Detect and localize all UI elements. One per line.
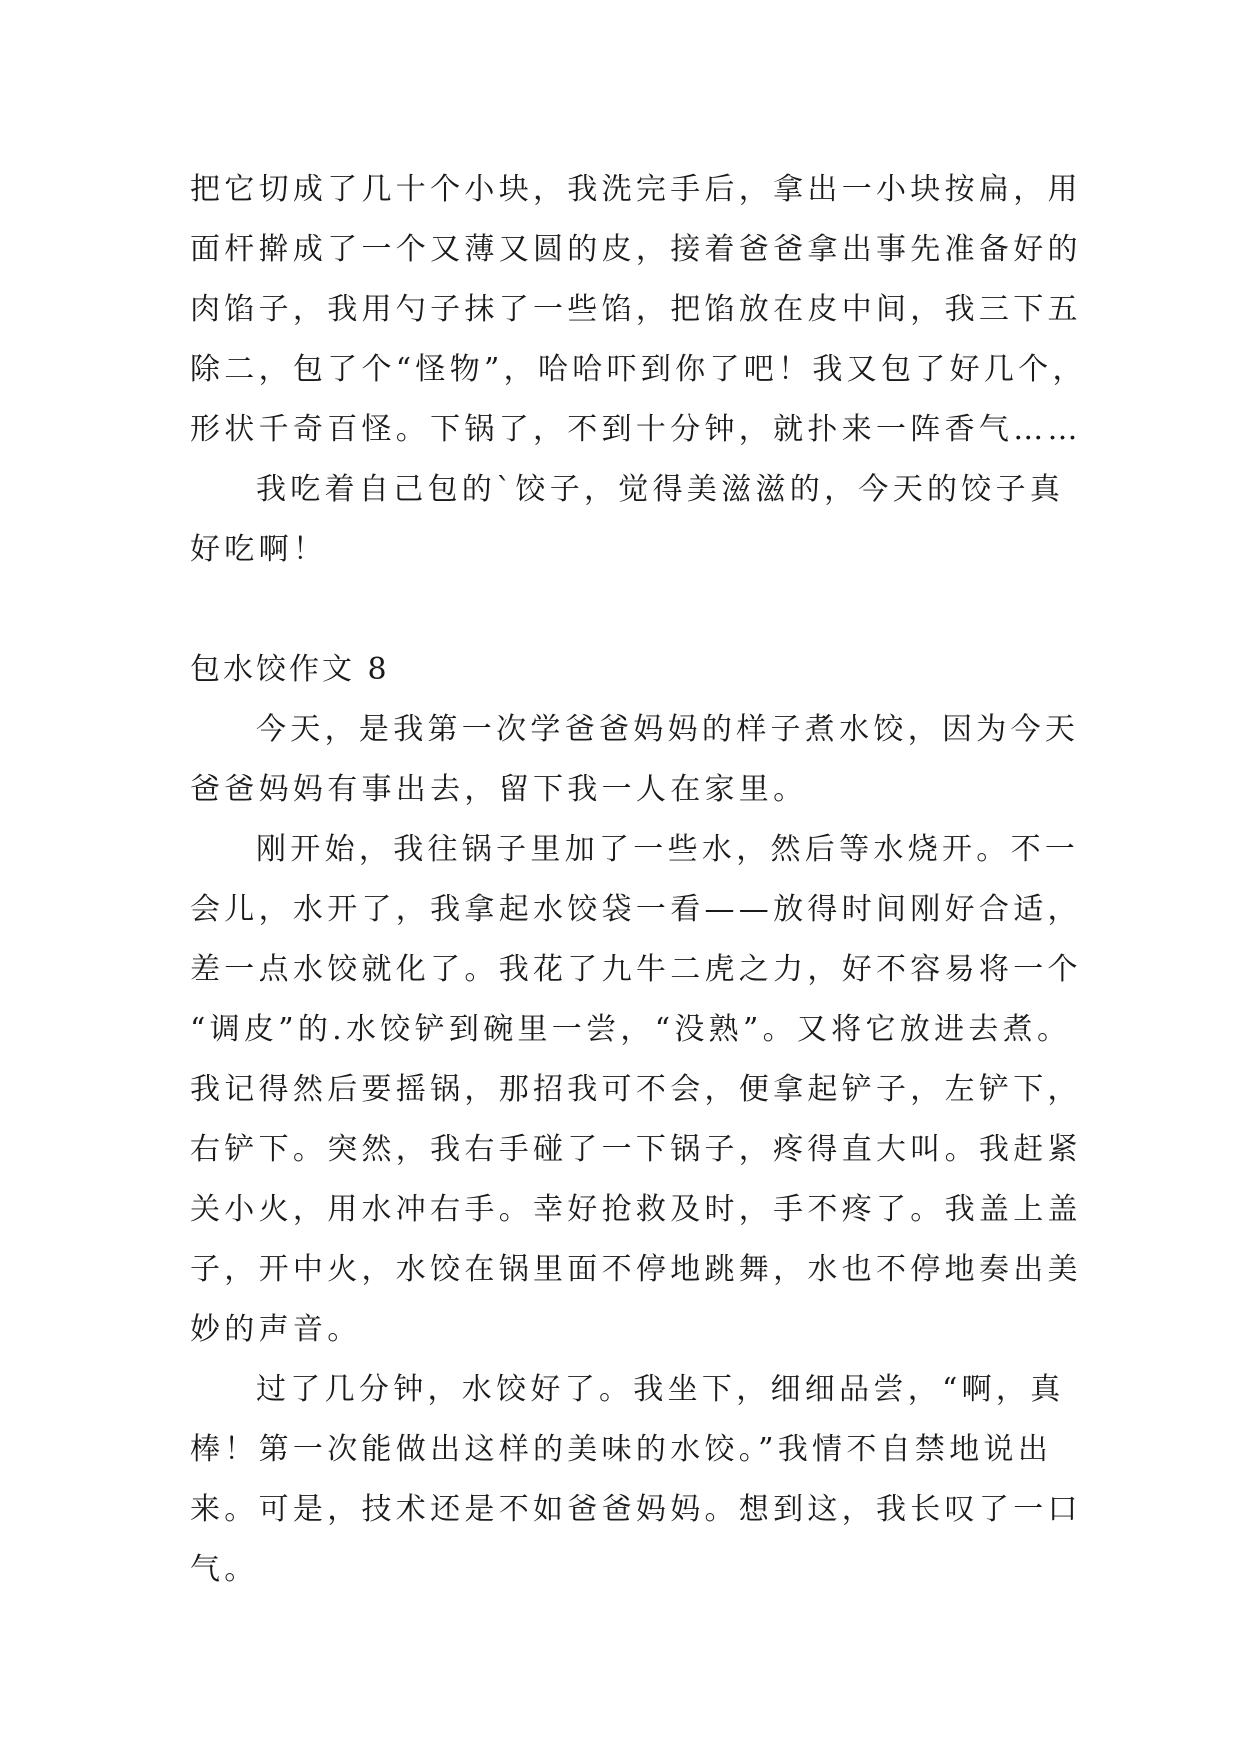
text-line: 除二，包了个“怪物”，哈哈吓到你了吧！我又包了好几个， — [190, 352, 1087, 387]
text-line: 我记得然后要摇锅，那招我可不会，便拿起铲子，左铲下， — [190, 1072, 1082, 1107]
text-line: 肉馅子，我用勺子抹了一些馅，把馅放在皮中间，我三下五 — [190, 292, 1082, 327]
text-line: 刚开始，我往锅子里加了一些水，然后等水烧开。不一 — [256, 832, 1080, 867]
text-line: 妙的声音。 — [190, 1312, 362, 1347]
paragraph-ending — [190, 460, 1065, 580]
text-line: 形状千奇百怪。下锅了，不到十分钟，就扑来一阵香气…… — [190, 412, 1082, 447]
text-line: 差一点水饺就化了。我花了九牛二虎之力，好不容易将一个 — [190, 952, 1082, 987]
text-line: 气。 — [190, 1552, 259, 1587]
text-line: 右铲下。突然，我右手碰了一下锅子，疼得直大叫。我赶紧 — [190, 1132, 1082, 1167]
text-line: 会儿，水开了，我拿起水饺袋一看——放得时间刚好合适， — [190, 892, 1082, 927]
text-line: 爸爸妈妈有事出去，留下我一人在家里。 — [190, 772, 808, 807]
paragraph-2 — [190, 820, 1082, 1360]
document-page — [190, 160, 1087, 1600]
paragraph-3 — [190, 1360, 1082, 1600]
text-line: 棒！第一次能做出这样的美味的水饺。”我情不自禁地说出 — [190, 1432, 1053, 1467]
text-line: 面杆擀成了一个又薄又圆的皮，接着爸爸拿出事先准备好的 — [190, 232, 1082, 267]
text-line: 把它切成了几十个小块，我洗完手后，拿出一小块按扁，用 — [190, 172, 1082, 207]
section-title: 包水饺作文 8 — [190, 652, 390, 687]
text-line: 今天，是我第一次学爸爸妈妈的样子煮水饺，因为今天 — [256, 712, 1080, 747]
text-line: 子，开中火，水饺在锅里面不停地跳舞，水也不停地奏出美 — [190, 1252, 1082, 1287]
text-line: 好吃啊！ — [190, 532, 328, 567]
text-line: 我吃着自己包的`饺子，觉得美滋滋的，今天的饺子真 — [256, 472, 1065, 507]
text-line: 过了几分钟，水饺好了。我坐下，细细品尝，“啊，真 — [256, 1372, 1065, 1407]
paragraph-continued — [190, 160, 1087, 460]
text-line: 来。可是，技术还是不如爸爸妈妈。想到这，我长叹了一口 — [190, 1492, 1082, 1527]
paragraph-1 — [190, 700, 1080, 820]
spacer — [190, 580, 1055, 640]
text-line: 关小火，用水冲右手。幸好抢救及时，手不疼了。我盖上盖 — [190, 1192, 1082, 1227]
text-line: “调皮”的.水饺铲到碗里一尝，“没熟”。又将它放进去煮。 — [190, 1012, 1072, 1047]
